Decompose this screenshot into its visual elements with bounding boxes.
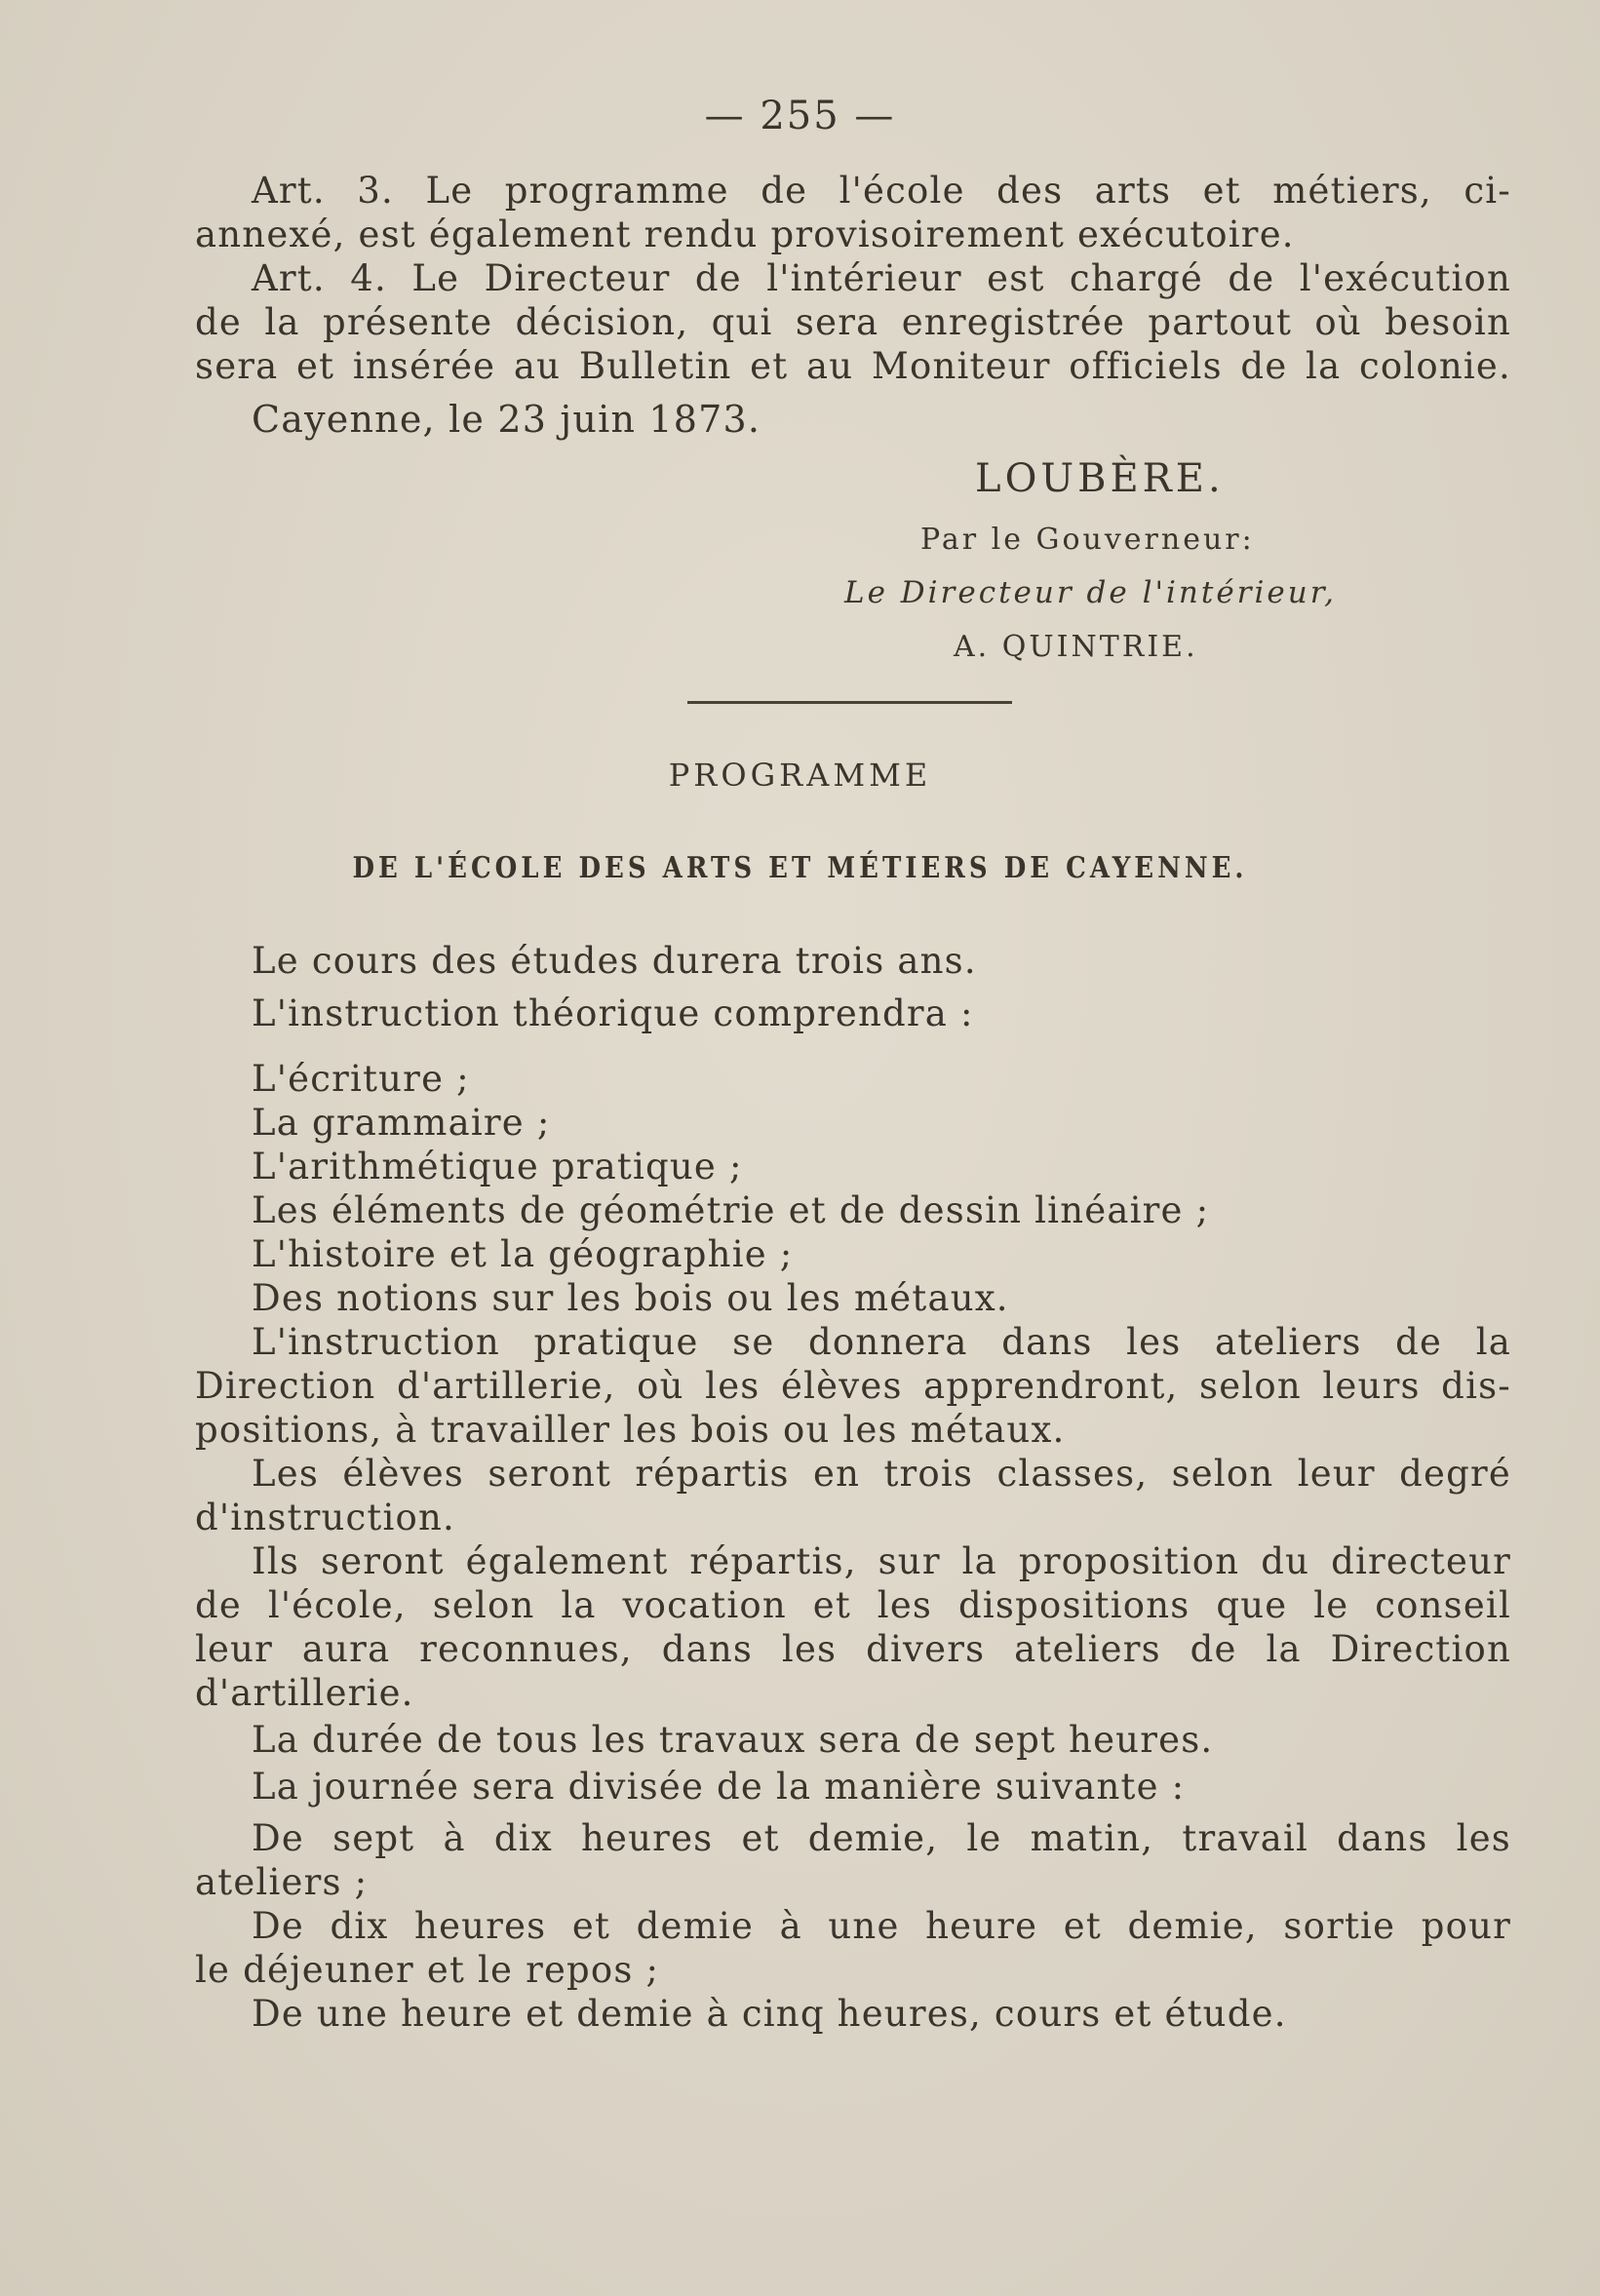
text-line: de l'école, selon la vocation et les dispositions que le conseil: [195, 1584, 1511, 1626]
body-text-block: [195, 0, 1511, 2047]
by-governor-line: Par le Gouverneur:: [920, 523, 1255, 557]
text-line: Ils seront également répartis, sur la proposition du directeur: [252, 1540, 1511, 1582]
text-line: sera et insérée au Bulletin et au Moniteur officiels de la colonie.: [195, 345, 1511, 387]
text-line: De dix heures et demie à une heure et demie, sortie pour: [252, 1905, 1511, 1947]
text-line: Art. 3. Le programme de l'école des arts et métiers, ci-: [252, 170, 1511, 212]
text-line: Les élèves seront répartis en trois classes, selon leur degré: [252, 1453, 1511, 1495]
text-line: leur aura reconnues, dans les divers ateliers de la Direction: [195, 1628, 1511, 1670]
text-line: L'instruction théorique comprendra :: [252, 992, 974, 1034]
list-item: L'arithmétique pratique ;: [252, 1146, 743, 1187]
signature-name: LOUBÈRE.: [975, 456, 1225, 501]
list-item: La grammaire ;: [252, 1102, 551, 1144]
text-line: De sept à dix heures et demie, le matin, travail dans les: [252, 1817, 1511, 1859]
list-item: L'histoire et la géographie ;: [252, 1233, 794, 1275]
text-line: d'instruction.: [195, 1497, 455, 1538]
text-line: Art. 4. Le Directeur de l'intérieur est chargé de l'exécution: [252, 257, 1511, 299]
text-line: Cayenne, le 23 juin 1873.: [252, 398, 761, 441]
list-item: Des notions sur les bois ou les métaux.: [252, 1277, 1009, 1319]
text-line: L'instruction pratique se donnera dans les ateliers de la: [252, 1321, 1511, 1363]
text-line: le déjeuner et le repos ;: [195, 1949, 660, 1991]
text-line: d'artillerie.: [195, 1672, 414, 1714]
text-line: La journée sera divisée de la manière suivante :: [252, 1766, 1186, 1808]
director-title: Le Directeur de l'intérieur,: [844, 575, 1337, 610]
text-line: De une heure et demie à cinq heures, cours et étude.: [252, 1993, 1287, 2035]
text-line: de la présente décision, qui sera enregistrée partout où besoin: [195, 301, 1511, 343]
list-item: L'écriture ;: [252, 1058, 470, 1100]
list-item: Les éléments de géométrie et de dessin linéaire ;: [252, 1189, 1210, 1231]
program-title: PROGRAMME: [668, 757, 932, 794]
page-number: — 255 —: [704, 94, 896, 138]
text-line: La durée de tous les travaux sera de sept heures.: [252, 1719, 1214, 1761]
director-name: A. QUINTRIE.: [954, 630, 1198, 664]
text-line: annexé, est également rendu provisoirement exécutoire.: [195, 214, 1295, 255]
text-line: Le cours des études durera trois ans.: [252, 940, 977, 982]
text-line: ateliers ;: [195, 1861, 369, 1903]
text-line: Direction d'artillerie, où les élèves apprendront, selon leurs dis-: [195, 1365, 1511, 1407]
text-line: positions, à travailler les bois ou les métaux.: [195, 1409, 1066, 1451]
program-subtitle: DE L'ÉCOLE DES ARTS ET MÉTIERS DE CAYENNE.: [352, 851, 1248, 886]
